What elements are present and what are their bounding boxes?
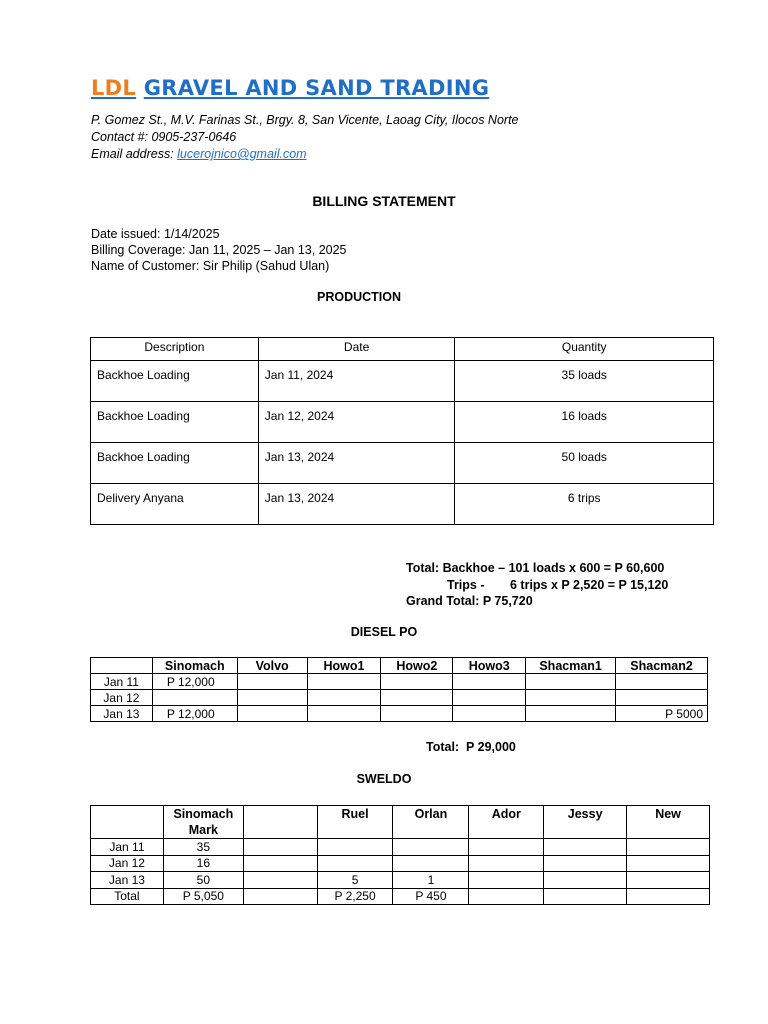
header-shacman2: Shacman2	[616, 658, 708, 674]
cell-quantity: 50 loads	[455, 443, 714, 484]
table-header-row	[91, 338, 714, 361]
table-row	[91, 443, 714, 484]
table-row	[91, 855, 710, 872]
header-ador: Ador	[469, 806, 544, 839]
table-header-row	[91, 806, 710, 839]
production-table	[90, 337, 714, 525]
cell-jessy	[544, 839, 627, 856]
cell-ruel: 5	[317, 872, 393, 889]
cell-volvo	[237, 690, 307, 706]
cell-sinomach: P 12,000	[152, 706, 237, 722]
cell-ador	[469, 839, 544, 856]
cell-howo3	[453, 690, 526, 706]
grand-total: Grand Total: P 75,720	[406, 594, 533, 608]
company-title: GRAVEL AND SAND TRADING	[143, 76, 490, 100]
diesel-total: Total: P 29,000	[426, 740, 516, 754]
table-row	[91, 674, 708, 690]
cell-orlan: P 450	[393, 888, 469, 905]
cell-date: Jan 12	[91, 690, 153, 706]
company-info	[91, 112, 519, 163]
table-row	[91, 361, 714, 402]
cell-jessy	[544, 872, 627, 889]
cell-sinomach-mark: P 5,050	[163, 888, 243, 905]
email-label: Email address:	[91, 147, 178, 161]
cell-shacman2: P 5000	[616, 706, 708, 722]
cell-blank	[243, 839, 317, 856]
trips-value: 6 trips x P 2,520 = P 15,120	[510, 577, 669, 592]
cell-howo1	[307, 690, 381, 706]
cell-new	[627, 888, 710, 905]
table-row	[91, 888, 710, 905]
cell-quantity: 16 loads	[455, 402, 714, 443]
header-volvo: Volvo	[237, 658, 307, 674]
header-sinomach-mark: Sinomach Mark	[163, 806, 243, 839]
header-blank-2	[243, 806, 317, 839]
cell-shacman2	[616, 674, 708, 690]
sweldo-heading: SWELDO	[356, 772, 412, 786]
cell-orlan	[393, 839, 469, 856]
table-header-row	[91, 658, 708, 674]
header-orlan: Orlan	[393, 806, 469, 839]
billing-meta	[91, 226, 347, 274]
header-new: New	[627, 806, 710, 839]
header-jessy: Jessy	[544, 806, 627, 839]
production-heading: PRODUCTION	[316, 290, 402, 304]
cell-howo1	[307, 674, 381, 690]
cell-sinomach-mark: 50	[163, 872, 243, 889]
cell-howo3	[453, 706, 526, 722]
cell-date: Jan 13	[91, 706, 153, 722]
company-address: P. Gomez St., M.V. Farinas St., Brgy. 8, San Vicente, Laoag City, Ilocos Norte	[91, 113, 519, 127]
company-name	[91, 76, 489, 100]
header-howo1: Howo1	[307, 658, 381, 674]
cell-blank	[243, 872, 317, 889]
cell-howo3	[453, 674, 526, 690]
date-issued: Date issued: 1/14/2025	[91, 227, 220, 241]
cell-new	[627, 872, 710, 889]
table-row	[91, 402, 714, 443]
cell-description: Delivery Anyana	[91, 484, 259, 525]
cell-jessy	[544, 888, 627, 905]
cell-date: Jan 13, 2024	[258, 443, 455, 484]
cell-sinomach: P 12,000	[152, 674, 237, 690]
company-prefix: LDL	[91, 76, 137, 100]
cell-shacman1	[526, 706, 616, 722]
cell-ador	[469, 872, 544, 889]
cell-label: Jan 12	[91, 855, 164, 872]
customer-name: Name of Customer: Sir Philip (Sahud Ulan)	[91, 259, 330, 273]
company-email-line	[91, 146, 519, 163]
cell-shacman1	[526, 690, 616, 706]
cell-ruel	[317, 855, 393, 872]
document-title: BILLING STATEMENT	[312, 193, 456, 209]
cell-ador	[469, 888, 544, 905]
cell-sinomach-mark: 35	[163, 839, 243, 856]
cell-howo1	[307, 706, 381, 722]
cell-ruel	[317, 839, 393, 856]
cell-howo2	[381, 706, 453, 722]
email-link[interactable]: lucerojnico@gmail.com	[177, 147, 307, 161]
cell-label: Total	[91, 888, 164, 905]
cell-date: Jan 13, 2024	[258, 484, 455, 525]
cell-quantity: 6 trips	[455, 484, 714, 525]
cell-date: Jan 11, 2024	[258, 361, 455, 402]
cell-new	[627, 839, 710, 856]
trips-total	[406, 577, 668, 594]
cell-ruel: P 2,250	[317, 888, 393, 905]
header-quantity: Quantity	[455, 338, 714, 361]
header-description: Description	[91, 338, 259, 361]
cell-howo2	[381, 690, 453, 706]
diesel-table	[90, 657, 708, 722]
cell-description: Backhoe Loading	[91, 402, 259, 443]
cell-description: Backhoe Loading	[91, 443, 259, 484]
cell-ador	[469, 855, 544, 872]
header-blank	[91, 658, 153, 674]
cell-date: Jan 11	[91, 674, 153, 690]
table-row	[91, 706, 708, 722]
company-contact: Contact #: 0905-237-0646	[91, 130, 237, 144]
header-date: Date	[258, 338, 455, 361]
table-row	[91, 872, 710, 889]
cell-shacman1	[526, 674, 616, 690]
cell-sinomach	[152, 690, 237, 706]
backhoe-total: Total: Backhoe – 101 loads x 600 = P 60,600	[406, 561, 665, 575]
cell-description: Backhoe Loading	[91, 361, 259, 402]
cell-label: Jan 11	[91, 839, 164, 856]
header-howo2: Howo2	[381, 658, 453, 674]
cell-sinomach-mark: 16	[163, 855, 243, 872]
table-row	[91, 839, 710, 856]
cell-orlan	[393, 855, 469, 872]
cell-label: Jan 13	[91, 872, 164, 889]
table-row	[91, 690, 708, 706]
table-row	[91, 484, 714, 525]
sweldo-table	[90, 805, 710, 905]
cell-blank	[243, 888, 317, 905]
cell-date: Jan 12, 2024	[258, 402, 455, 443]
cell-jessy	[544, 855, 627, 872]
production-totals	[406, 560, 668, 610]
cell-shacman2	[616, 690, 708, 706]
header-ruel: Ruel	[317, 806, 393, 839]
cell-blank	[243, 855, 317, 872]
header-shacman1: Shacman1	[526, 658, 616, 674]
cell-howo2	[381, 674, 453, 690]
cell-volvo	[237, 706, 307, 722]
header-blank	[91, 806, 164, 839]
header-howo3: Howo3	[453, 658, 526, 674]
cell-new	[627, 855, 710, 872]
cell-orlan: 1	[393, 872, 469, 889]
header-sinomach: Sinomach	[152, 658, 237, 674]
billing-coverage: Billing Coverage: Jan 11, 2025 – Jan 13, 2025	[91, 243, 347, 257]
trips-label: Trips -	[447, 577, 485, 592]
cell-quantity: 35 loads	[455, 361, 714, 402]
diesel-heading: DIESEL PO	[350, 625, 418, 639]
cell-volvo	[237, 674, 307, 690]
